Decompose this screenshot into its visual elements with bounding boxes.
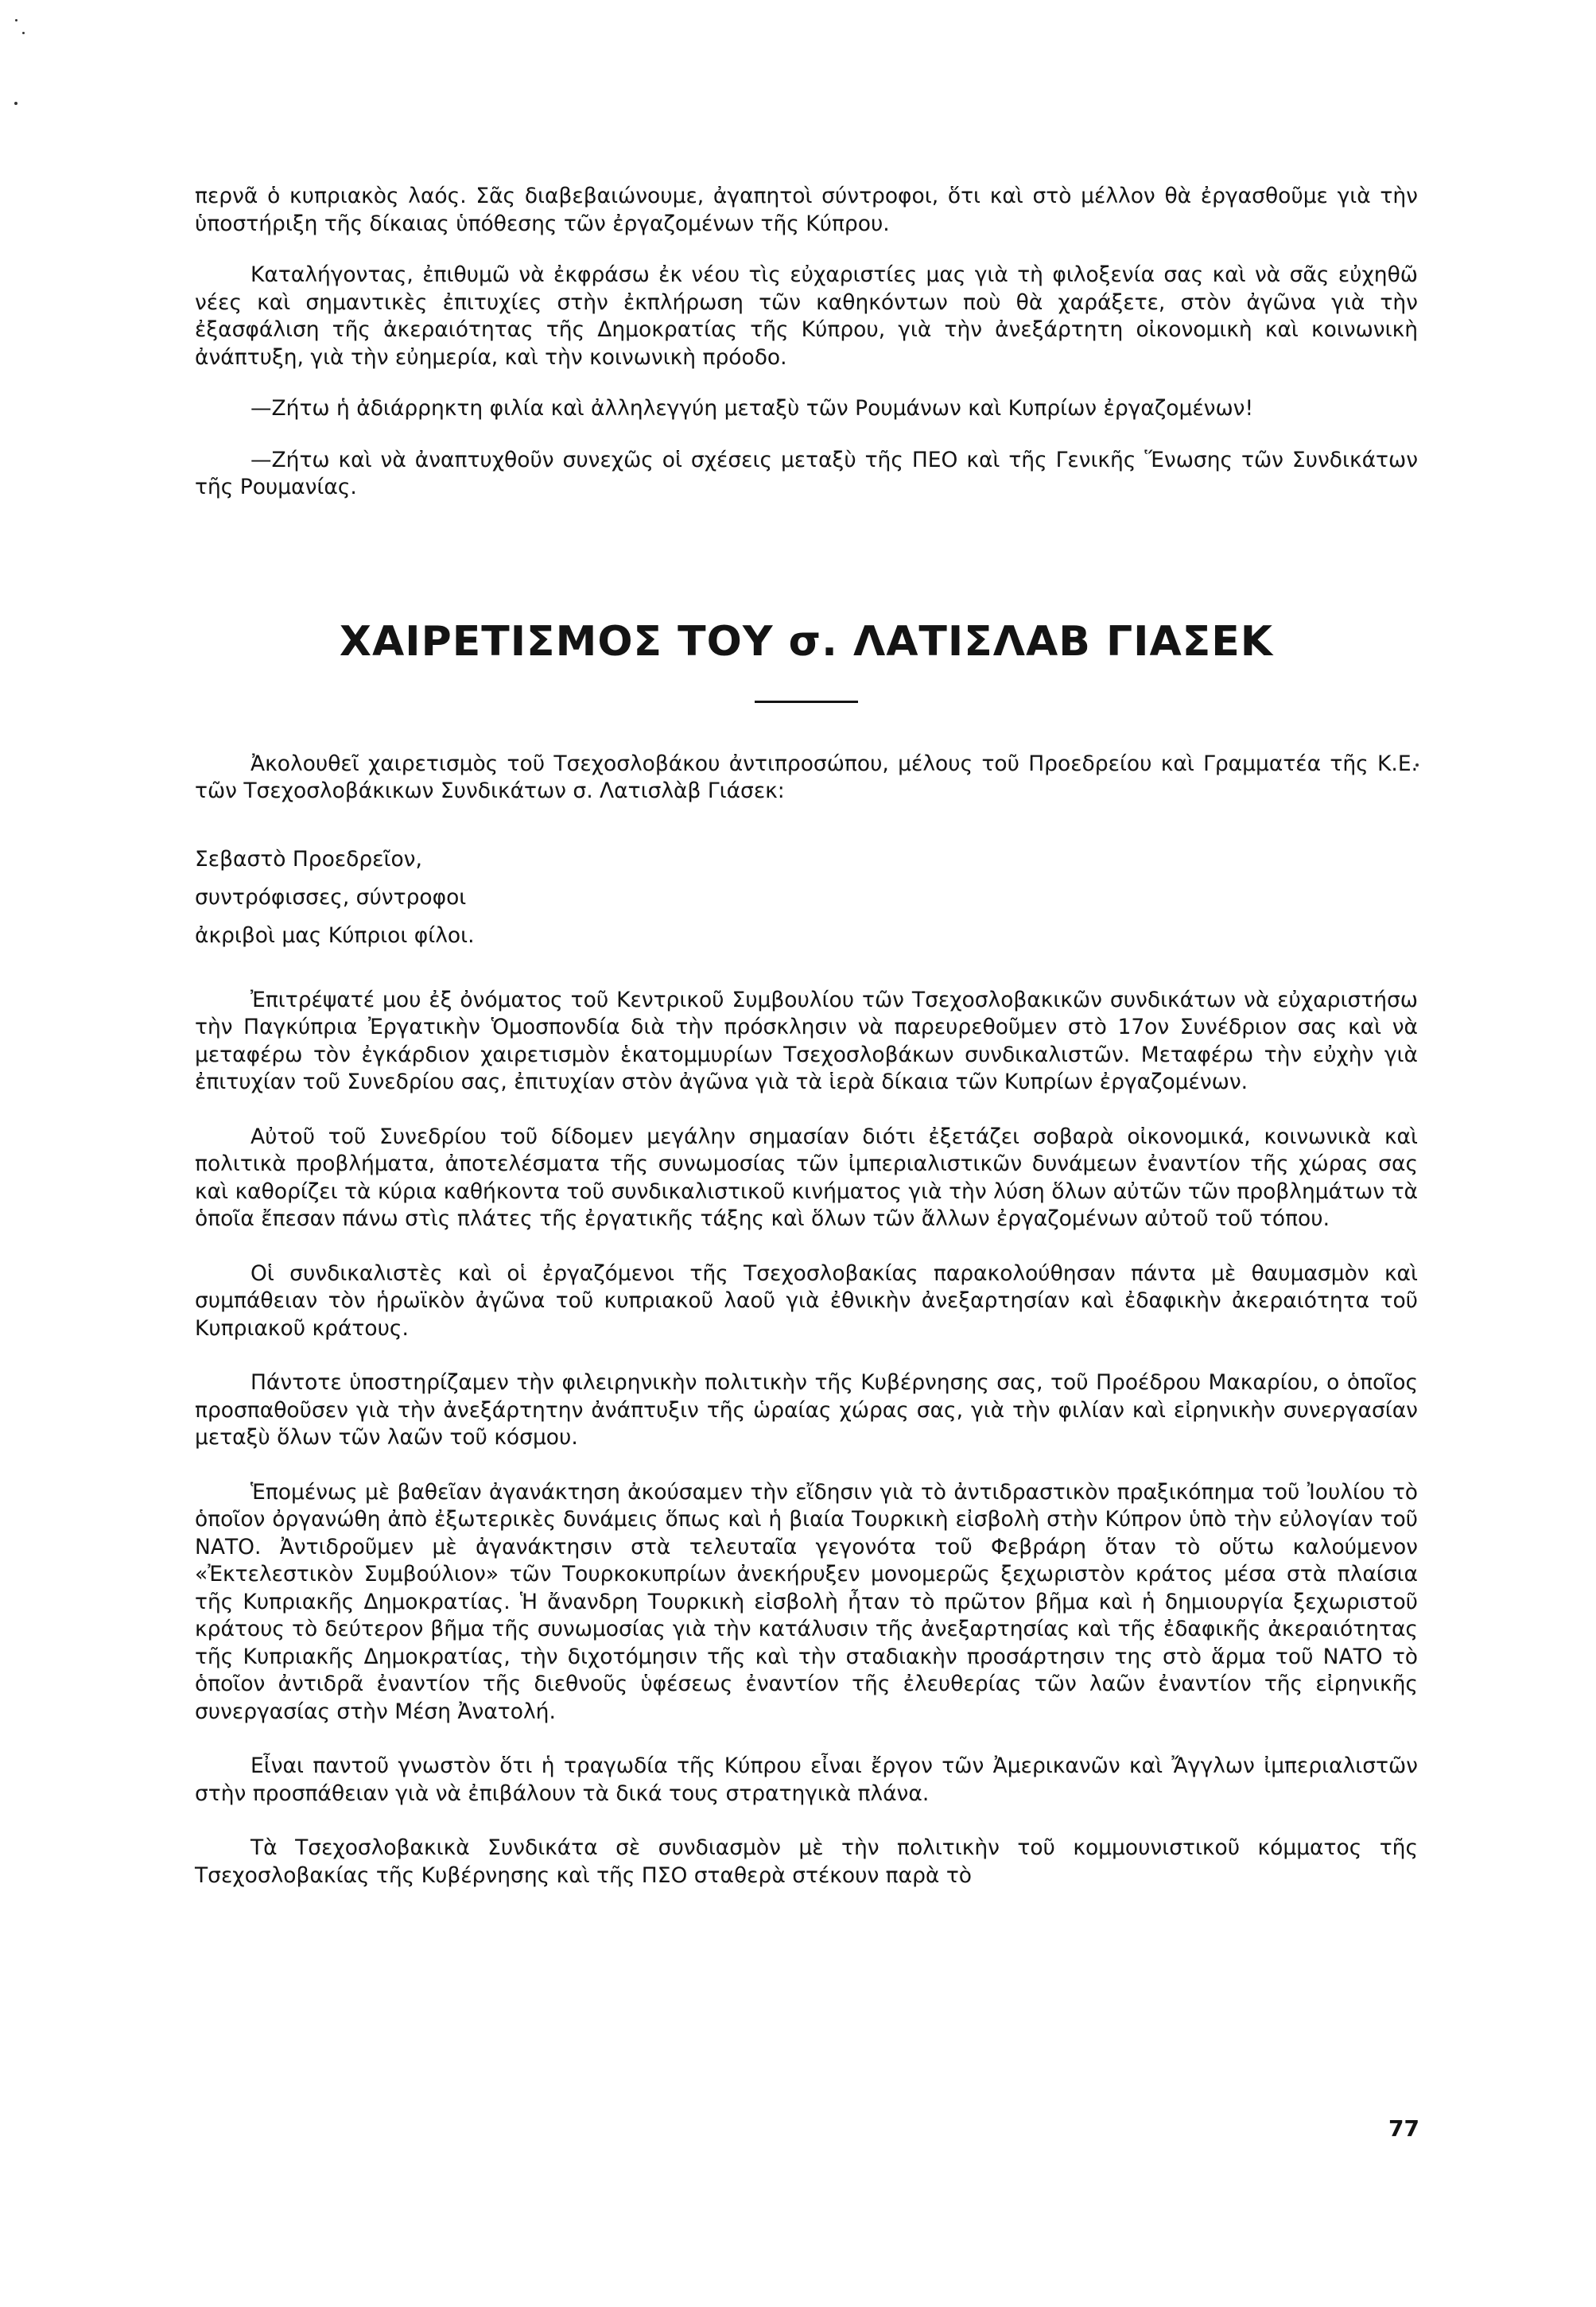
slogan: —Ζήτω καὶ νὰ ἀναπτυχθοῦν συνεχῶς οἱ σχέσεις μεταξὺ τῆς ΠΕΟ καὶ τῆς Γενικῆς Ἕνωσης τῶν Συνδικάτων τῆς Ρουμανίας.: [195, 447, 1418, 499]
previous-speech-ending: [195, 183, 1418, 502]
speech-intro: Ἀκολουθεῖ χαιρετισμὸς τοῦ Τσεχοσλοβάκου ἀντιπροσώπου, μέλους τοῦ Προεδρείου καὶ Γραμματέα τῆς Κ.Ε. τῶν Τσεχοσλοβάκικων Συνδικάτων σ. Λατισλὰβ Γιάσεκ:: [195, 751, 1418, 803]
page-number: 77: [1388, 2115, 1419, 2142]
scan-speck: [14, 102, 17, 105]
paragraph: Οἱ συνδικαλιστὲς καὶ οἱ ἐργαζόμενοι τῆς Τσεχοσλοβακίας παρακολούθησαν πάντα μὲ θαυμασμὸν καὶ συμπάθειαν τὸν ἡρωϊκὸν ἀγῶνα τοῦ κυπριακοῦ λαοῦ γιὰ ἐθνικὴν ἀνεξαρτησίαν καὶ ἐδαφικὴν ἀκεραιότητα τοῦ Κυπριακοῦ κράτους.: [195, 1260, 1418, 1341]
title-divider: [755, 701, 858, 703]
document-page: [195, 183, 1418, 1889]
paragraph: περνᾶ ὁ κυπριακὸς λαός. Σᾶς διαβεβαιώνουμε, ἀγαπητοὶ σύντροφοι, ὅτι καὶ στὸ μέλλον θὰ ἐργασθοῦμε γιὰ τὴν ὑποστήριξη τῆς δίκαιας ὑπόθεσης τῶν ἐργαζομένων τῆς Κύπρου.: [195, 184, 1418, 236]
paragraph: Ἐπιτρέψατέ μου ἐξ ὀνόματος τοῦ Κεντρικοῦ Συμβουλίου τῶν Τσεχοσλοβακικῶν συνδικάτων νὰ εὐχαριστήσω τὴν Παγκύπρια Ἐργατικὴν Ὁμοσπονδία διὰ τὴν πρόσκλησιν νὰ παρευρεθοῦμεν στὸ 17ον Συνέδριον σας καὶ νὰ μεταφέρω τὸν ἐγκάρδιον χαιρετισμὸν ἑκατομμυρίων Τσεχοσλοβάκων συνδικαλιστῶν. Μεταφέρω τὴν εὐχὴν γιὰ ἐπιτυχίαν τοῦ Συνεδρίου σας, ἐπιτυχίαν στὸν ἀγῶνα γιὰ τὰ ἱερὰ δίκαια τῶν Κυπρίων ἐργαζομένων.: [195, 987, 1418, 1094]
salutation-line: Σεβαστὸ Προεδρεῖον,: [195, 846, 422, 872]
scan-speck: [15, 19, 17, 21]
paragraph: Πάντοτε ὑποστηρίζαμεν τὴν φιλειρηνικὴν πολιτικὴν τῆς Κυβέρνησης σας, τοῦ Προέδρου Μακαρίου, ο ὁποῖος προσπαθοῦσεν γιὰ τὴν ἀνεξάρτητην ἀνάπτυξιν τῆς ὡραίας χώρας σας, γιὰ τὴν φιλίαν καὶ εἰρηνικὴν συνεργασίαν μεταξὺ ὅλων τῶν λαῶν τοῦ κόσμου.: [195, 1370, 1418, 1450]
paragraph: Αὐτοῦ τοῦ Συνεδρίου τοῦ δίδομεν μεγάλην σημασίαν διότι ἐξετάζει σοβαρὰ οἰκονομικά, κοινωνικὰ καὶ πολιτικὰ προβλήματα, ἀποτελέσματα τῆς συνωμοσίας τῶν ἰμπεριαλιστικῶν δυνάμεων ἐναντίον τῆς χώρας σας καὶ καθορίζει τὰ κύρια καθήκοντα τοῦ συνδικαλιστικοῦ κινήματος γιὰ τὴν λύση ὅλων αὐτῶν τῶν προβλημάτων τὰ ὁποῖα ἔπεσαν πάνω στὶς πλάτες τῆς ἐργατικῆς τάξης καὶ ὅλων τῶν ἄλλων ἐργαζομένων αὐτοῦ τοῦ τόπου.: [195, 1124, 1418, 1231]
salutation-line: συντρόφισσες, σύντροφοι: [195, 884, 467, 910]
paragraph: Καταλήγοντας, ἐπιθυμῶ νὰ ἐκφράσω ἐκ νέου τὶς εὐχαριστίες μας γιὰ τὴ φιλοξενία σας καὶ νὰ σᾶς εὐχηθῶ νέες καὶ σημαντικὲς ἐπιτυχίες στὴν ἐκπλήρωση τῶν καθηκόντων ποὺ θὰ χαράξετε, στὸν ἀγῶνα γιὰ τὴν ἐξασφάλιση τῆς ἀκεραιότητας τῆς Δημοκρατίας τῆς Κύπρου, γιὰ τὴν ἀνεξάρτητη οἰκονομικὴ καὶ κοινωνικὴ ἀνάπτυξη, γιὰ τὴν εὐημερία, καὶ τὴν κοινωνικὴ πρόοδο.: [195, 262, 1418, 370]
paragraph: Εἶναι παντοῦ γνωστὸν ὅτι ἡ τραγωδία τῆς Κύπρου εἶναι ἔργον τῶν Ἀμερικανῶν καὶ Ἄγγλων ἰμπεριαλιστῶν στὴν προσπάθειαν γιὰ νὰ ἐπιβάλουν τὰ δικά τους στρατηγικὰ πλάνα.: [195, 1754, 1418, 1806]
salutation-line: ἀκριβοὶ μας Κύπριοι φίλοι.: [195, 922, 475, 948]
paragraph: Τὰ Τσεχοσλοβακικὰ Συνδικάτα σὲ συνδιασμὸν μὲ τὴν πολιτικὴν τοῦ κομμουνιστικοῦ κόμματος τῆς Τσεχοσλοβακίας τῆς Κυβέρνησης καὶ τῆς ΠΣΟ σταθερὰ στέκουν παρὰ τὸ: [195, 1835, 1418, 1888]
greeting-speech: [195, 751, 1418, 1890]
slogan: —Ζήτω ἡ ἀδιάρρηκτη φιλία καὶ ἀλληλεγγύη μεταξὺ τῶν Ρουμάνων καὶ Κυπρίων ἐργαζομένων!: [250, 396, 1254, 421]
scan-speck: [22, 32, 25, 34]
salutation: [195, 841, 1418, 955]
paragraph: Ἑπομένως μὲ βαθεῖαν ἀγανάκτηση ἀκούσαμεν τὴν εἴδησιν γιὰ τὸ ἀντιδραστικὸν πραξικόπημα τοῦ Ἰουλίου τὸ ὁποῖον ὀργανώθη ἀπὸ ἐξωτερικὲς δυνάμεις ὅπως καὶ ἡ βιαία Τουρκικὴ εἰσβολὴ στὴν Κύπρον ὑπὸ τὴν εὐλογίαν τοῦ ΝΑΤΟ. Ἀντιδροῦμεν μὲ ἀγανάκτησιν στὰ τελευταῖα γεγονότα τοῦ Φεβράρη ὅταν τὸ οὕτω καλούμενον «Ἐκτελεστικὸν Συμβούλιον» τῶν Τουρκοκυπρίων ἀνεκήρυξεν μονομερῶς ξεχωριστὸν κράτος μέσα στὰ πλαίσια τῆς Κυπριακῆς Δημοκρατίας. Ἡ ἄνανδρη Τουρκικὴ εἰσβολὴ ἦταν τὸ πρῶτον βῆμα καὶ ἡ δημιουργία ξεχωριστοῦ κράτους τὸ δεύτερον βῆμα τῆς συνωμοσίας γιὰ τὴν κατάλυσιν τῆς ἀνεξαρτησίας καὶ τῆς ἐδαφικῆς ἀκεραιότητας τῆς Κυπριακῆς Δημοκρατίας, τὴν διχοτόμησιν τῆς καὶ τὴν σταδιακὴν προσάρτησιν της στὸ ἅρμα τοῦ ΝΑΤΟ τὸ ὁποῖον ἀντιδρᾶ ἐναντίον τῆς διεθνοῦς ὑφέσεως ἐναντίον τῆς ἐλευθερίας τῶν λαῶν ἐναντίον τῆς εἰρηνικῆς συνεργασίας στὴν Μέση Ἀνατολή.: [195, 1479, 1418, 1724]
section-title: ΧΑΙΡΕΤΙΣΜΟΣ ΤΟΥ σ. ΛΑΤΙΣΛΑΒ ΓΙΑΣΕΚ: [339, 617, 1274, 666]
